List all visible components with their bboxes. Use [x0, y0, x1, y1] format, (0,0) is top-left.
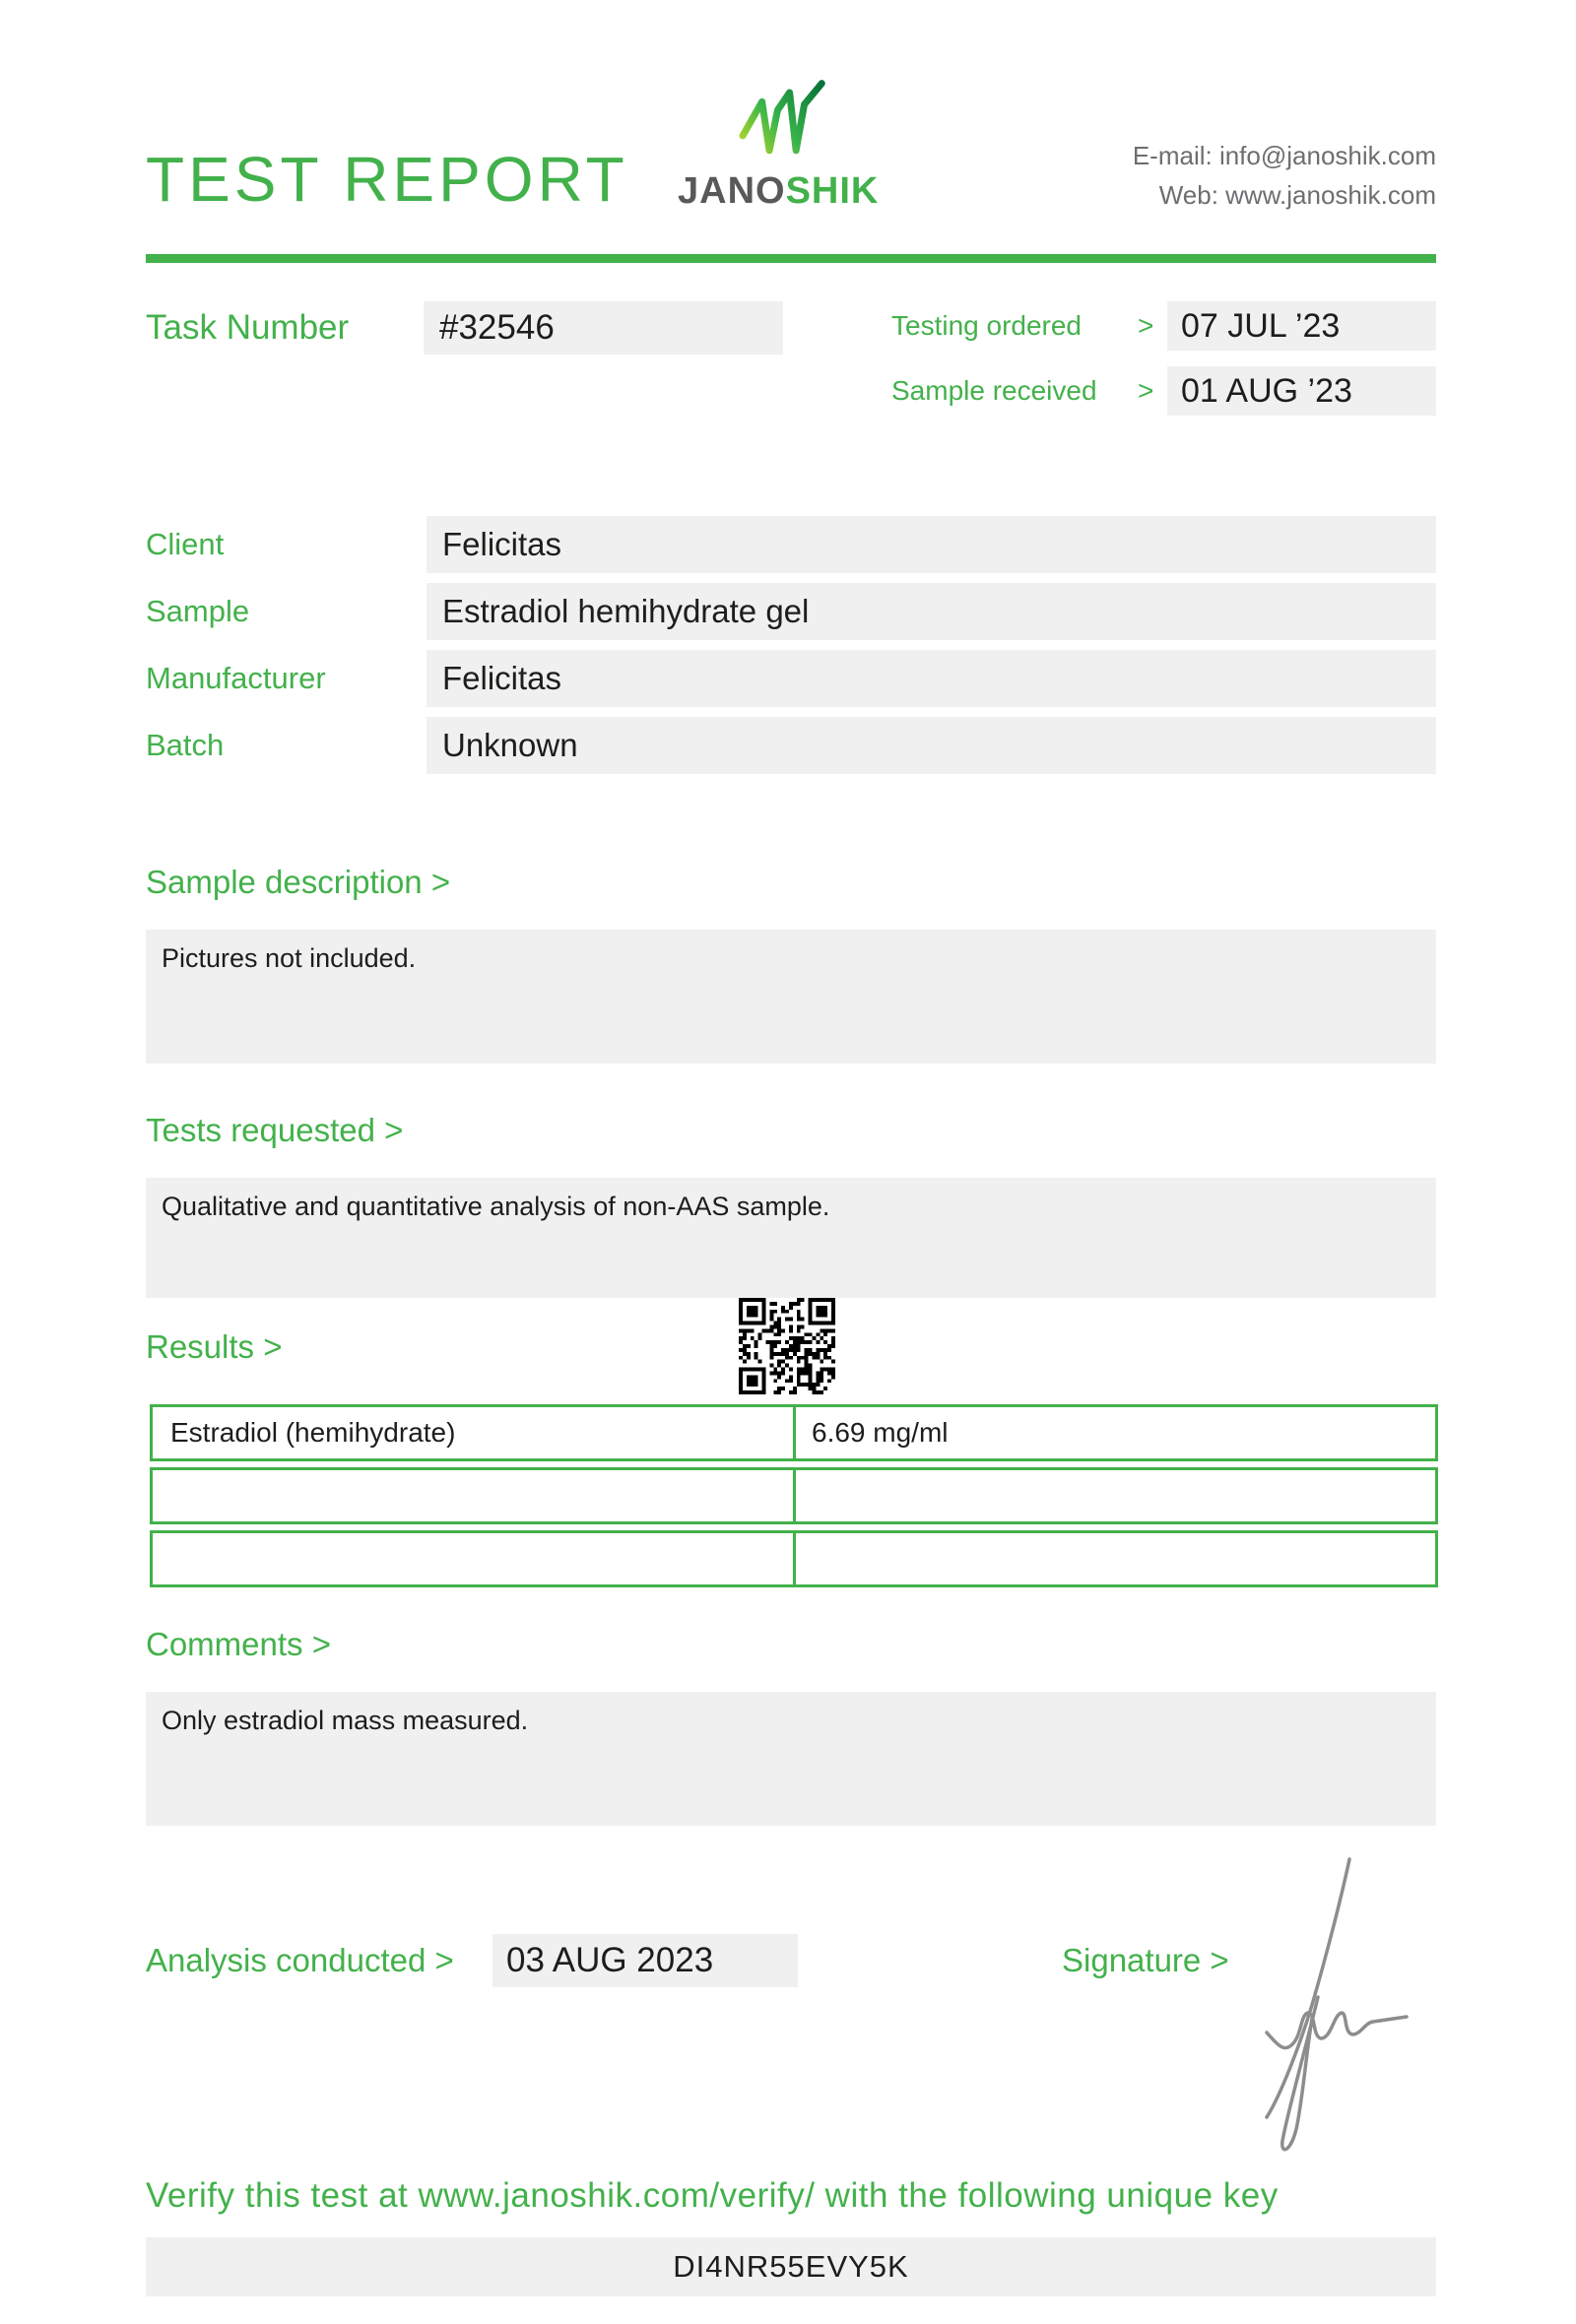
logo-text-secondary: SHIK — [785, 170, 880, 212]
testing-ordered-row — [891, 301, 1436, 351]
sample-received-row — [891, 366, 1436, 416]
chart-trend-icon — [737, 79, 831, 161]
sample-received-label: Sample received — [891, 375, 1097, 406]
analyte-cell — [153, 1533, 796, 1584]
client-label: Client — [146, 527, 225, 561]
contact-block — [1133, 136, 1436, 215]
janoshik-logo — [678, 169, 879, 213]
contact-email: E-mail: info@janoshik.com — [1132, 141, 1436, 170]
result-cell — [796, 1470, 1435, 1521]
sample-value: Estradiol hemihydrate gel — [427, 583, 1436, 640]
results-heading: Results > — [146, 1328, 283, 1365]
tests-requested-box: Qualitative and quantitative analysis of non-AAS sample. — [146, 1178, 1436, 1298]
testing-ordered-arrow: > — [1138, 310, 1154, 341]
result-cell — [796, 1533, 1435, 1584]
dates-block — [891, 301, 1436, 431]
unique-key-value: DI4NR55EVY5K — [146, 2237, 1436, 2296]
result-cell: 6.69 mg/ml — [812, 1417, 949, 1448]
logo-text-primary: JANO — [678, 170, 786, 212]
contact-web: Web: www.janoshik.com — [1158, 180, 1436, 210]
analyte-cell — [153, 1470, 796, 1521]
manufacturer-value: Felicitas — [427, 650, 1436, 707]
tests-requested-heading: Tests requested > — [146, 1112, 404, 1148]
table-row — [150, 1404, 1438, 1461]
task-number-value: #32546 — [424, 301, 783, 355]
testing-ordered-label: Testing ordered — [891, 310, 1083, 341]
testing-ordered-value: 07 JUL ’23 — [1167, 301, 1436, 351]
table-row — [150, 1530, 1438, 1587]
client-value: Felicitas — [427, 516, 1436, 573]
task-number-label: Task Number — [146, 308, 350, 347]
sample-received-value: 01 AUG ’23 — [1167, 366, 1436, 416]
batch-value: Unknown — [427, 717, 1436, 774]
batch-label: Batch — [146, 728, 225, 762]
comments-heading: Comments > — [146, 1626, 331, 1662]
sample-label: Sample — [146, 594, 250, 628]
sample-description-box: Pictures not included. — [146, 930, 1436, 1064]
sample-description-heading: Sample description > — [146, 864, 451, 900]
signature-handwriting — [1231, 1849, 1418, 2157]
header-divider — [146, 254, 1436, 263]
manufacturer-label: Manufacturer — [146, 661, 326, 695]
comments-box: Only estradiol mass measured. — [146, 1692, 1436, 1826]
analyte-cell: Estradiol (hemihydrate) — [153, 1407, 796, 1458]
signature-label: Signature > — [1062, 1942, 1229, 1978]
page-title: TEST REPORT — [146, 144, 628, 215]
table-row — [150, 1467, 1438, 1524]
verify-instruction: Verify this test at www.janoshik.com/verify/ with the following unique key — [146, 2176, 1279, 2215]
qr-code — [739, 1298, 835, 1394]
results-table — [150, 1404, 1438, 1593]
analysis-date-value: 03 AUG 2023 — [492, 1934, 798, 1987]
sample-received-arrow: > — [1138, 375, 1154, 406]
analysis-conducted-label: Analysis conducted > — [146, 1942, 454, 1978]
